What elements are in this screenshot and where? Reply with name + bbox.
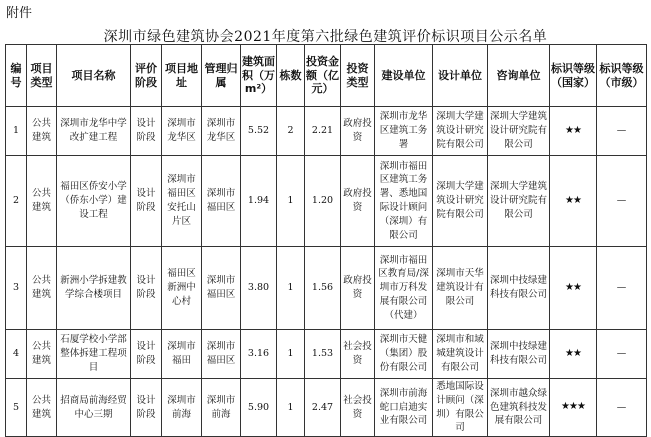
cell-name: 石厦学校小学部整体拆建工程项目 [57,330,131,379]
cell-buildings: 1 [277,330,305,379]
cell-admin: 深圳市前海 [202,379,241,437]
col-header-admin: 管理归属 [202,45,241,107]
cell-name: 福田区侨安小学（侨东小学）建设工程 [57,156,131,247]
cell-no: 3 [6,247,27,330]
cell-consultant: 深圳中技绿建科技有限公司 [488,330,550,379]
cell-no: 2 [6,156,27,247]
cell-name: 新洲小学拆建教学综合楼项目 [57,247,131,330]
cell-address: 深圳市龙华区 [162,107,202,156]
cell-invest-type: 社会投资 [341,330,375,379]
cell-city-level: — [597,107,647,156]
table-row [6,379,647,437]
cell-stage: 设计阶段 [131,379,162,437]
cell-national-level: ★★ [550,156,597,247]
cell-type: 公共建筑 [27,156,57,247]
cell-admin: 深圳市福田区 [202,330,241,379]
cell-investment: 1.20 [305,156,341,247]
cell-invest-type: 政府投资 [341,107,375,156]
cell-builder: 深圳市福田区建筑工务署、悉地国际设计顾问（深圳）有限公司 [375,156,433,247]
cell-stage: 设计阶段 [131,330,162,379]
table-row [6,247,647,330]
cell-type: 公共建筑 [27,107,57,156]
cell-builder: 深圳市龙华区建筑工务署 [375,107,433,156]
cell-no: 4 [6,330,27,379]
col-header-area: 建筑面积（万m²） [241,45,277,107]
col-header-name: 项目名称 [57,45,131,107]
table-row [6,330,647,379]
cell-invest-type: 政府投资 [341,156,375,247]
cell-area: 3.80 [241,247,277,330]
col-header-designer: 设计单位 [433,45,488,107]
table-row [6,107,647,156]
attachment-label: 附件 [6,6,33,21]
page-title: 深圳市绿色建筑协会2021年度第六批绿色建筑评价标识项目公示名单 [103,29,548,45]
col-header-address: 项目地址 [162,45,202,107]
col-header-stage: 评价阶段 [131,45,162,107]
table-header-row [6,45,647,107]
col-header-invest-type: 投资类型 [341,45,375,107]
cell-area: 1.94 [241,156,277,247]
col-header-builder: 建设单位 [375,45,433,107]
cell-designer: 深圳大学建筑设计研究院有限公司 [433,107,488,156]
cell-national-level: ★★ [550,247,597,330]
col-header-no: 编号 [6,45,27,107]
cell-national-level: ★★★ [550,379,597,437]
cell-buildings: 1 [277,156,305,247]
cell-invest-type: 社会投资 [341,379,375,437]
cell-investment: 1.56 [305,247,341,330]
cell-type: 公共建筑 [27,247,57,330]
cell-stage: 设计阶段 [131,107,162,156]
cell-no: 5 [6,379,27,437]
cell-address: 福田区新洲中心村 [162,247,202,330]
cell-no: 1 [6,107,27,156]
cell-address: 深圳市福田 [162,330,202,379]
cell-builder: 深圳市前海蛇口启迪实业有限公司 [375,379,433,437]
project-table [5,44,647,437]
cell-stage: 设计阶段 [131,247,162,330]
cell-area: 5.52 [241,107,277,156]
cell-area: 3.16 [241,330,277,379]
cell-name: 招商局前海经贸中心三期 [57,379,131,437]
cell-consultant: 深圳市越众绿色建筑科技发展有限公司 [488,379,550,437]
cell-investment: 2.47 [305,379,341,437]
col-header-city-level: 标识等级（市级） [597,45,647,107]
cell-consultant: 深圳大学建筑设计研究院有限公司 [488,107,550,156]
cell-designer: 深圳市天华建筑设计有限公司 [433,247,488,330]
col-header-national-level: 标识等级（国家） [550,45,597,107]
cell-buildings: 2 [277,107,305,156]
col-header-type: 项目类型 [27,45,57,107]
cell-national-level: ★★ [550,330,597,379]
cell-consultant: 深圳大学建筑设计研究院有限公司 [488,156,550,247]
cell-admin: 深圳市龙华区 [202,107,241,156]
cell-address: 深圳市福田区安托山片区 [162,156,202,247]
cell-stage: 设计阶段 [131,156,162,247]
cell-designer: 悉地国际设计顾问（深圳）有限公司 [433,379,488,437]
cell-type: 公共建筑 [27,379,57,437]
cell-buildings: 1 [277,379,305,437]
table-row [6,156,647,247]
cell-invest-type: 政府投资 [341,247,375,330]
cell-builder: 深圳市福田区教育局/深圳市万科发展有限公司（代建） [375,247,433,330]
cell-address: 深圳市前海 [162,379,202,437]
col-header-consultant: 咨询单位 [488,45,550,107]
cell-admin: 深圳市福田区 [202,247,241,330]
cell-investment: 2.21 [305,107,341,156]
cell-type: 公共建筑 [27,330,57,379]
cell-city-level: — [597,156,647,247]
cell-admin: 深圳市福田区 [202,156,241,247]
cell-city-level: — [597,379,647,437]
col-header-investment: 投资金额（亿元） [305,45,341,107]
cell-area: 5.90 [241,379,277,437]
cell-city-level: — [597,247,647,330]
cell-investment: 1.53 [305,330,341,379]
col-header-buildings: 栋数 [277,45,305,107]
cell-consultant: 深圳中技绿建科技有限公司 [488,247,550,330]
cell-city-level: — [597,330,647,379]
cell-national-level: ★★ [550,107,597,156]
cell-name: 深圳市龙华中学改扩建工程 [57,107,131,156]
cell-designer: 深圳市和域城建筑设计有限公司 [433,330,488,379]
cell-builder: 深圳市天健（集团）股份有限公司 [375,330,433,379]
cell-designer: 深圳大学建筑设计研究院有限公司 [433,156,488,247]
cell-buildings: 1 [277,247,305,330]
